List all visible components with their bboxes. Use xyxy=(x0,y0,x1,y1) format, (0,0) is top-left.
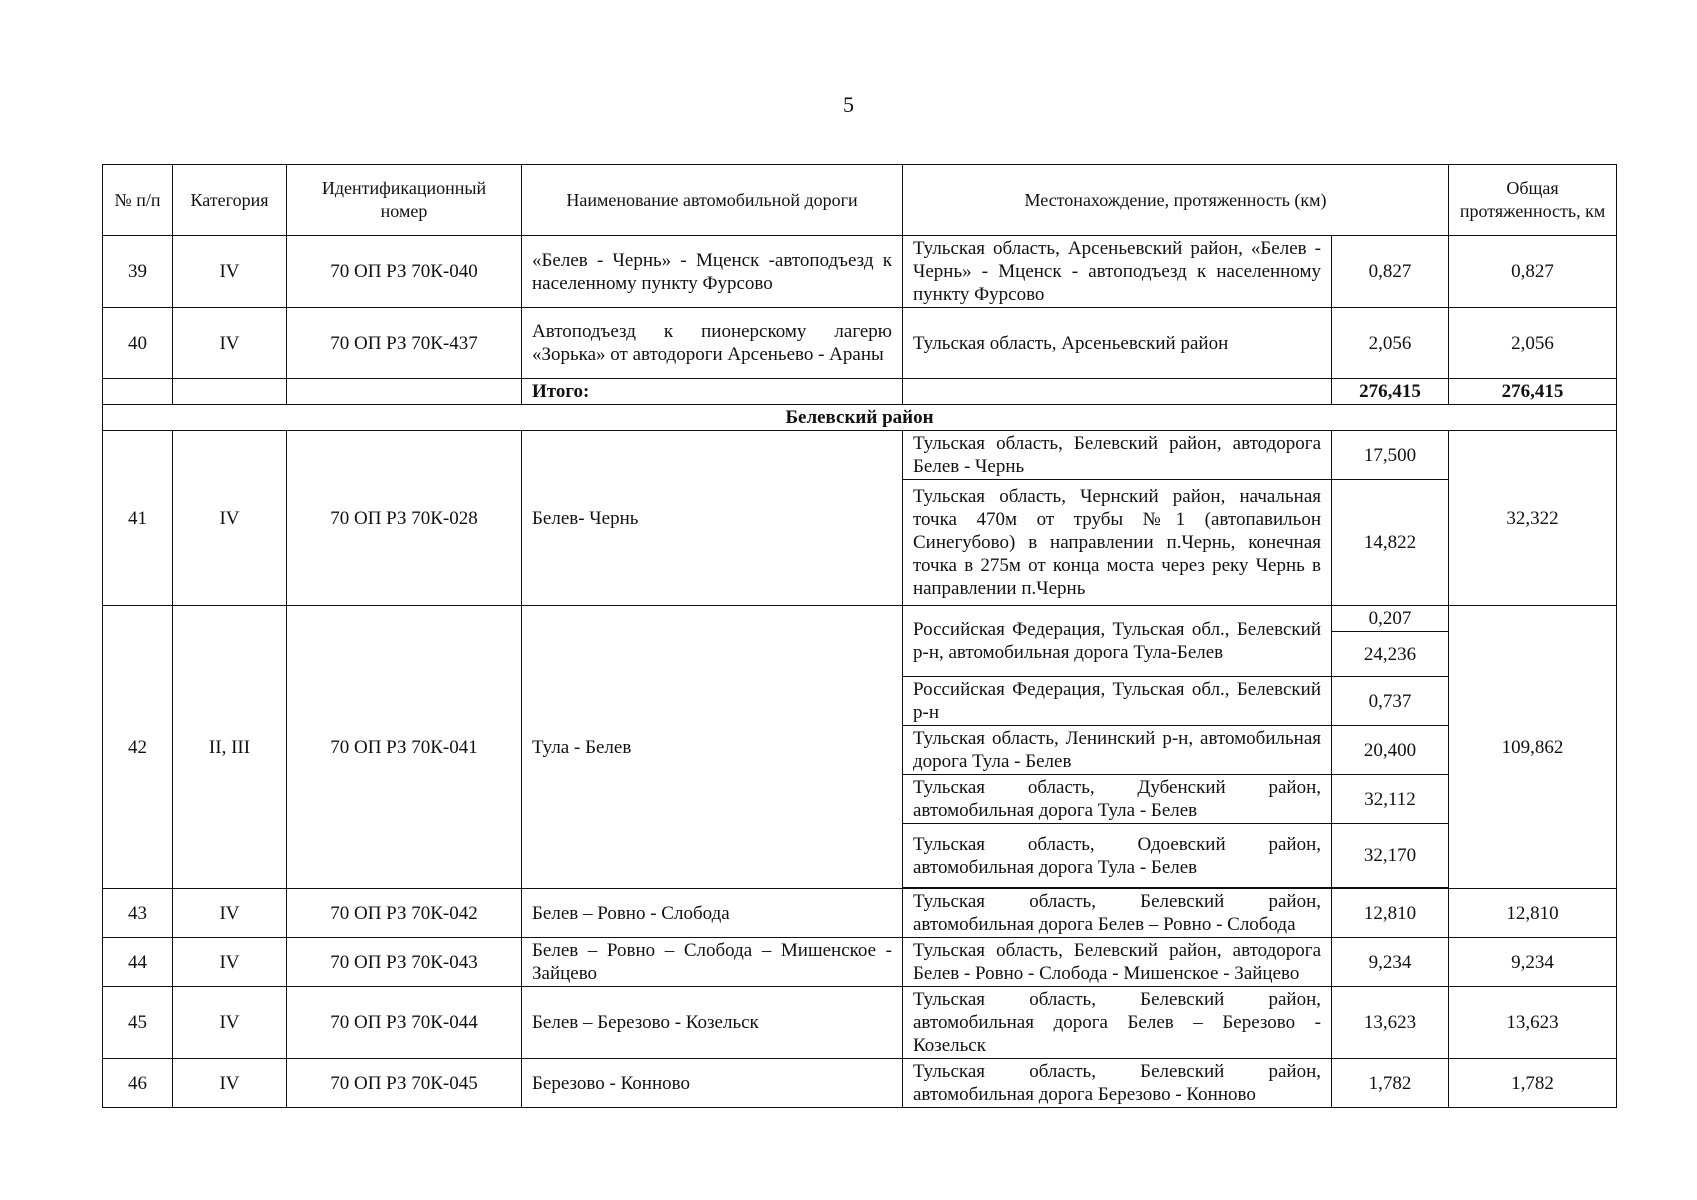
segment-length: 0,207 xyxy=(1332,606,1449,632)
row-total: 2,056 xyxy=(1449,308,1617,379)
row-num: 41 xyxy=(103,431,173,606)
row-total: 9,234 xyxy=(1449,938,1617,987)
row-location: Тульская область, Белевский район, автомобильная дорога Березово - Конново xyxy=(903,1059,1332,1108)
row-category: IV xyxy=(173,987,287,1059)
table-row xyxy=(103,987,1617,1059)
row-id: 70 ОП РЗ 70К-041 xyxy=(287,606,522,889)
segment-length: 20,400 xyxy=(1332,726,1449,775)
header-id: Идентификационный номер xyxy=(287,165,522,236)
row-road-name: Тула - Белев xyxy=(522,606,903,889)
header-num: № п/п xyxy=(103,165,173,236)
row-total: 13,623 xyxy=(1449,987,1617,1059)
subtotal-label: Итого: xyxy=(522,379,903,405)
row-length: 9,234 xyxy=(1332,938,1449,987)
district-row xyxy=(103,405,1617,431)
segment-location: Российская Федерация, Тульская обл., Белевский р-н, автомобильная дорога Тула-Белев xyxy=(903,606,1332,677)
subtotal-length: 276,415 xyxy=(1332,379,1449,405)
segment-length: 32,112 xyxy=(1332,775,1449,824)
table-row xyxy=(103,236,1617,308)
row-road-name: Белев – Ровно – Слобода – Мишенское - Зайцево xyxy=(522,938,903,987)
roads-table xyxy=(102,164,1617,1108)
row-id: 70 ОП РЗ 70К-043 xyxy=(287,938,522,987)
header-category: Категория xyxy=(173,165,287,236)
header-location: Местонахождение, протяженность (км) xyxy=(903,165,1449,236)
subtotal-row xyxy=(103,379,1617,405)
page-number: 5 xyxy=(843,92,854,117)
segment-location: Российская Федерация, Тульская обл., Белевский р-н xyxy=(903,677,1332,726)
row-road-name: «Белев - Чернь» - Мценск -автоподъезд к населенному пункту Фурсово xyxy=(522,236,903,308)
row-id: 70 ОП РЗ 70К-042 xyxy=(287,889,522,938)
table-row xyxy=(103,308,1617,379)
table-row xyxy=(103,606,1617,632)
row-category: IV xyxy=(173,1059,287,1108)
table-row xyxy=(103,431,1617,480)
row-total: 109,862 xyxy=(1449,606,1617,889)
table-row xyxy=(103,1059,1617,1108)
row-num: 39 xyxy=(103,236,173,308)
segment-location: Тульская область, Ленинский р-н, автомобильная дорога Тула - Белев xyxy=(903,726,1332,775)
row-num: 44 xyxy=(103,938,173,987)
row-length: 13,623 xyxy=(1332,987,1449,1059)
segment-location: Тульская область, Дубенский район, автомобильная дорога Тула - Белев xyxy=(903,775,1332,824)
segment-length: 14,822 xyxy=(1332,480,1449,606)
subtotal-total: 276,415 xyxy=(1449,379,1617,405)
segment-length: 24,236 xyxy=(1332,632,1449,677)
row-total: 32,322 xyxy=(1449,431,1617,606)
table-header-row xyxy=(103,165,1617,236)
row-num: 40 xyxy=(103,308,173,379)
row-num: 45 xyxy=(103,987,173,1059)
segment-location: Тульская область, Белевский район, автодорога Белев - Чернь xyxy=(903,431,1332,480)
header-name: Наименование автомобильной дороги xyxy=(522,165,903,236)
row-num: 46 xyxy=(103,1059,173,1108)
row-location: Тульская область, Арсеньевский район, «Белев - Чернь» - Мценск - автоподъезд к населенному пункту Фурсово xyxy=(903,236,1332,308)
segment-location: Тульская область, Одоевский район, автомобильная дорога Тула - Белев xyxy=(903,824,1332,888)
row-road-name: Белев – Ровно - Слобода xyxy=(522,889,903,938)
row-id: 70 ОП РЗ 70К-044 xyxy=(287,987,522,1059)
row-length: 2,056 xyxy=(1332,308,1449,379)
row-id: 70 ОП РЗ 70К-028 xyxy=(287,431,522,606)
header-total: Общая протяженность, км xyxy=(1449,165,1617,236)
row-location: Тульская область, Арсеньевский район xyxy=(903,308,1332,379)
row-total: 0,827 xyxy=(1449,236,1617,308)
row-category: IV xyxy=(173,889,287,938)
row-location: Тульская область, Белевский район, автомобильная дорога Белев – Березово - Козельск xyxy=(903,987,1332,1059)
row-num: 42 xyxy=(103,606,173,889)
row-id: 70 ОП РЗ 70К-437 xyxy=(287,308,522,379)
row-location: Тульская область, Белевский район, автомобильная дорога Белев – Ровно - Слобода xyxy=(903,889,1332,938)
segment-location: Тульская область, Чернский район, начальная точка 470м от трубы №1 (автопавильон Синегубово) в направлении п.Чернь, конечная точка в 275м от конца моста через реку Чернь в направлении п.Чернь xyxy=(903,480,1332,606)
row-length: 0,827 xyxy=(1332,236,1449,308)
row-id: 70 ОП РЗ 70К-040 xyxy=(287,236,522,308)
row-length: 12,810 xyxy=(1332,889,1449,938)
row-road-name: Белев- Чернь xyxy=(522,431,903,606)
row-length: 1,782 xyxy=(1332,1059,1449,1108)
row-road-name: Автоподъезд к пионерскому лагерю «Зорька» от автодороги Арсеньево - Араны xyxy=(522,308,903,379)
row-road-name: Березово - Конново xyxy=(522,1059,903,1108)
segment-length: 0,737 xyxy=(1332,677,1449,726)
row-category: IV xyxy=(173,308,287,379)
row-road-name: Белев – Березово - Козельск xyxy=(522,987,903,1059)
row-id: 70 ОП РЗ 70К-045 xyxy=(287,1059,522,1108)
row-num: 43 xyxy=(103,889,173,938)
row-total: 1,782 xyxy=(1449,1059,1617,1108)
segment-length: 17,500 xyxy=(1332,431,1449,480)
table-row xyxy=(103,938,1617,987)
row-location: Тульская область, Белевский район, автодорога Белев - Ровно - Слобода - Мишенское - Зайцево xyxy=(903,938,1332,987)
table-row xyxy=(103,889,1617,938)
row-category: IV xyxy=(173,431,287,606)
row-category: IV xyxy=(173,938,287,987)
row-total: 12,810 xyxy=(1449,889,1617,938)
row-category: II, III xyxy=(173,606,287,889)
district-heading: Белевский район xyxy=(103,405,1617,431)
segment-length: 32,170 xyxy=(1332,824,1449,888)
row-category: IV xyxy=(173,236,287,308)
